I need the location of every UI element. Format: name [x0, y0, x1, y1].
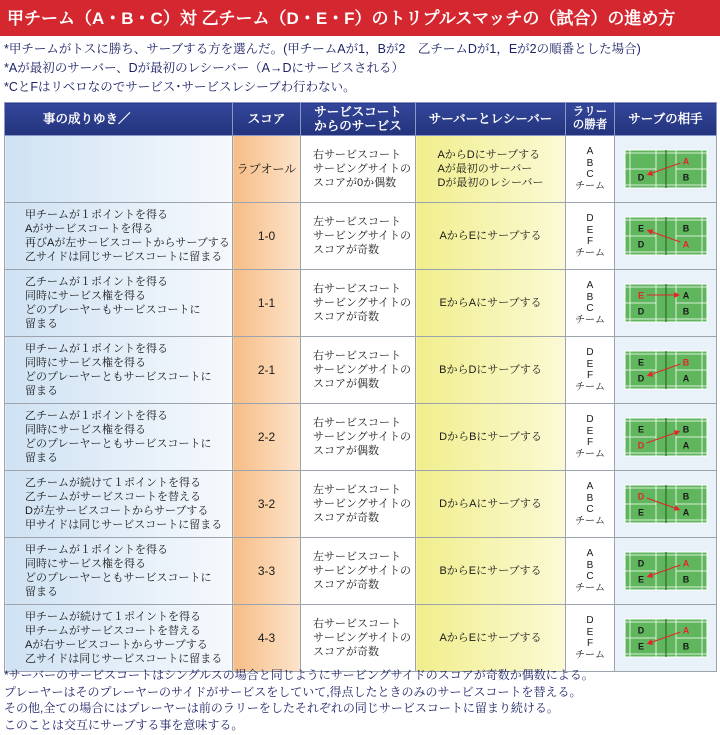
- court-diagram: [624, 149, 708, 189]
- player-marker: A: [682, 625, 689, 636]
- player-marker: B: [682, 357, 689, 368]
- service-court-line: スコアが偶数: [313, 378, 379, 390]
- server-receiver-text: [439, 229, 541, 243]
- rally-winner-line: D: [586, 213, 594, 224]
- rally-winner-cell: [566, 136, 615, 203]
- progress-line: どのプレーヤーもサービスコートに: [25, 304, 201, 316]
- header-serve-opponent: サーブの相手: [615, 103, 717, 136]
- player-marker: A: [682, 440, 689, 451]
- progress-line: どのプレーヤーともサービスコートに: [25, 572, 212, 584]
- rally-winner-line: B: [586, 291, 594, 303]
- score-cell: [233, 337, 301, 404]
- table-row: [5, 337, 717, 404]
- server-receiver-line: Dが最初のレシーバー: [437, 177, 544, 189]
- service-court-cell: [301, 605, 416, 672]
- server-receiver-text: [437, 148, 543, 190]
- court-diagram: [624, 283, 708, 323]
- rally-winner-cell: [566, 471, 615, 538]
- table-row: [5, 471, 717, 538]
- header-rally-winner-line: の勝者: [572, 119, 608, 131]
- score-value: 2-2: [257, 430, 276, 444]
- server-receiver-text: [439, 497, 542, 511]
- table-body: [5, 136, 717, 672]
- progress-line: 留まる: [25, 586, 58, 598]
- player-marker: D: [637, 491, 644, 502]
- service-court-line: 右サービスコート: [313, 149, 401, 161]
- rally-winner-line: F: [586, 437, 594, 448]
- player-marker: A: [682, 156, 689, 167]
- progress-line: 留まる: [25, 452, 58, 464]
- server-receiver-cell: [416, 404, 566, 471]
- rally-winner-cell: [566, 203, 615, 270]
- match-progression-table: [4, 102, 717, 672]
- rally-winner-line: E: [586, 358, 594, 370]
- rally-winner-cell: [566, 337, 615, 404]
- service-court-line: 左サービスコート: [313, 551, 401, 563]
- server-receiver-cell: [416, 136, 566, 203]
- serve-opponent-cell: [615, 203, 717, 270]
- rally-winner-line: A: [586, 280, 594, 291]
- service-court-line: サービングサイトの: [313, 565, 412, 577]
- rally-winner-line: C: [586, 571, 594, 582]
- progress-line: Aがサービスコートを得る: [25, 223, 154, 235]
- intro-note: *甲チームがトスに勝ち、サーブする方を選んだ。(甲チームAが1，Bが2 乙チームDが1，Eが2の順番とした場合): [4, 42, 641, 56]
- server-receiver-line: AからEにサーブする: [439, 230, 542, 242]
- rally-winner-cell: [566, 404, 615, 471]
- footer-note: *サーバーのサービスコートはシングルスの場合と同じようにサービングサイドのスコアが奇数か偶数による。: [4, 668, 594, 682]
- court-diagram: [624, 618, 708, 658]
- progress-line: Aが右サービスコートからサーブする: [25, 639, 208, 651]
- service-court-line: スコアが0か偶数: [313, 177, 397, 189]
- service-court-line: サービングサイトの: [313, 498, 412, 510]
- player-marker: A: [682, 507, 689, 518]
- progress-line: 留まる: [25, 385, 58, 397]
- rally-winner-line: E: [586, 425, 594, 437]
- player-marker: E: [637, 290, 644, 301]
- rally-winner-cell: [566, 605, 615, 672]
- server-receiver-text: [439, 363, 542, 377]
- server-receiver-text: [439, 430, 542, 444]
- service-court-cell: [301, 136, 416, 203]
- court-diagram: [624, 417, 708, 457]
- rally-winner-line: F: [586, 638, 594, 649]
- serve-opponent-cell: [615, 136, 717, 203]
- rally-winner-line: F: [586, 236, 594, 247]
- player-marker: D: [637, 558, 644, 569]
- footer-note: このことは交互にサーブする事を意味する。: [4, 717, 244, 732]
- progress-line: 甲チームがサービスコートを替える: [25, 625, 201, 637]
- rally-winner-line: B: [586, 157, 594, 169]
- service-court-line: スコアが奇数: [313, 579, 379, 591]
- server-receiver-text: [439, 296, 541, 310]
- progress-line: 乙チームが続けて１ポイントを得る: [25, 477, 201, 489]
- rally-winner-line: A: [586, 481, 594, 492]
- service-court-line: スコアが奇数: [313, 646, 379, 658]
- service-court-line: 右サービスコート: [313, 283, 401, 295]
- rally-winner-cell: [566, 270, 615, 337]
- player-marker: B: [682, 491, 689, 502]
- progress-line: 乙サイドは同じサービスコートに留まる: [25, 653, 223, 665]
- score-value: ラブオール: [236, 162, 297, 176]
- progress-line: 同時にサービス権を得る: [25, 558, 146, 570]
- service-court-line: 左サービスコート: [313, 484, 401, 496]
- server-receiver-cell: [416, 605, 566, 672]
- serve-opponent-cell: [615, 605, 717, 672]
- player-marker: E: [637, 357, 644, 368]
- player-marker: B: [682, 306, 689, 317]
- serve-opponent-cell: [615, 538, 717, 605]
- rally-winner-line: チーム: [575, 381, 605, 393]
- progress-line: 甲チームが１ポイントを得る: [25, 544, 168, 556]
- progress-cell: [5, 270, 233, 337]
- server-receiver-line: AからDにサーブする: [437, 149, 541, 161]
- progress-cell: [5, 605, 233, 672]
- rally-winner-cell: [566, 538, 615, 605]
- server-receiver-line: BからEにサーブする: [439, 565, 542, 577]
- header-server-receiver: サーバーとレシーバー: [416, 103, 566, 136]
- server-receiver-line: DからAにサーブする: [439, 498, 542, 510]
- player-marker: E: [637, 641, 644, 652]
- progress-line: 同時にサービス権を得る: [25, 290, 146, 302]
- progress-line: 乙サイドは同じサービスコートに留まる: [25, 251, 223, 263]
- progress-line: 留まる: [25, 318, 58, 330]
- progress-line: 同時にサービス権を得る: [25, 357, 146, 369]
- score-value: 1-1: [257, 296, 276, 310]
- table-row: [5, 404, 717, 471]
- rally-winner-line: B: [586, 492, 594, 504]
- service-court-cell: [301, 471, 416, 538]
- rally-winner-line: B: [586, 559, 594, 571]
- score-value: 1-0: [257, 229, 276, 243]
- rally-winner-line: D: [586, 414, 594, 425]
- footer-notes: [4, 667, 716, 733]
- player-marker: B: [682, 641, 689, 652]
- rally-winner-line: チーム: [575, 649, 605, 661]
- service-court-line: 右サービスコート: [313, 618, 401, 630]
- player-marker: B: [682, 574, 689, 585]
- player-marker: A: [682, 373, 689, 384]
- player-marker: A: [682, 239, 689, 250]
- server-receiver-text: [439, 631, 541, 645]
- score-cell: [233, 404, 301, 471]
- header-rally-winner: [566, 103, 615, 136]
- server-receiver-line: AからEにサーブする: [439, 632, 542, 644]
- score-cell: [233, 136, 301, 203]
- server-receiver-line: DからBにサーブする: [439, 431, 542, 443]
- rally-winner-line: チーム: [575, 247, 605, 259]
- header-service-court-line: からのサービス: [314, 119, 402, 133]
- player-marker: E: [637, 574, 644, 585]
- header-progress: 事の成りゆき／: [5, 103, 233, 136]
- header-score: スコア: [233, 103, 301, 136]
- progress-line: 乙チームがサービスコートを替える: [25, 491, 201, 503]
- service-court-line: 右サービスコート: [313, 350, 401, 362]
- court-diagram: [624, 216, 708, 256]
- server-receiver-text: [439, 564, 541, 578]
- service-court-cell: [301, 404, 416, 471]
- progress-cell: [5, 203, 233, 270]
- progress-line: 甲チームが１ポイントを得る: [25, 209, 168, 221]
- server-receiver-cell: [416, 471, 566, 538]
- service-court-line: サービングサイトの: [313, 632, 412, 644]
- rally-winner-line: チーム: [575, 582, 605, 594]
- progress-line: 甲サイドは同じサービスコートに留まる: [25, 519, 223, 531]
- score-value: 3-3: [257, 564, 276, 578]
- service-court-line: サービングサイトの: [313, 297, 412, 309]
- rally-winner-line: A: [586, 146, 594, 157]
- table-row: [5, 136, 717, 203]
- rally-winner-line: D: [586, 347, 594, 358]
- server-receiver-line: BからDにサーブする: [439, 364, 542, 376]
- player-marker: E: [637, 223, 644, 234]
- rally-winner-line: C: [586, 504, 594, 515]
- score-cell: [233, 538, 301, 605]
- player-marker: E: [637, 424, 644, 435]
- player-marker: B: [682, 424, 689, 435]
- player-marker: D: [637, 239, 644, 250]
- header-service-court: [301, 103, 416, 136]
- service-court-line: サービングサイトの: [313, 431, 412, 443]
- progress-line: どのプレーヤーともサービスコートに: [25, 438, 212, 450]
- rally-winner-line: チーム: [575, 180, 605, 192]
- rally-winner-line: E: [586, 626, 594, 638]
- progress-line: 甲チームが続けて１ポイントを得る: [25, 611, 201, 623]
- serve-opponent-cell: [615, 471, 717, 538]
- score-cell: [233, 270, 301, 337]
- service-court-line: サービングサイトの: [313, 230, 412, 242]
- player-marker: D: [637, 172, 644, 183]
- progress-line: 再びAが左サービスコートからサーブする: [25, 237, 230, 249]
- progress-line: 甲チームが１ポイントを得る: [25, 343, 168, 355]
- serve-opponent-cell: [615, 337, 717, 404]
- server-receiver-line: Aが最初のサーバー: [437, 163, 533, 175]
- intro-note: *CとFはリベロなのでサービス･サービスレシーブわ行わない。: [4, 80, 356, 94]
- score-cell: [233, 605, 301, 672]
- service-court-line: サービングサイトの: [313, 163, 412, 175]
- page-title: 甲チーム（A・B・C）対 乙チーム（D・E・F）のトリプルスマッチの（試合）の進め方: [7, 9, 676, 28]
- service-court-cell: [301, 203, 416, 270]
- player-marker: B: [682, 172, 689, 183]
- player-marker: D: [637, 440, 644, 451]
- server-receiver-cell: [416, 538, 566, 605]
- player-marker: A: [682, 290, 689, 301]
- footer-note: その他,全ての場合にはプレーヤーは前のラリーをしたそれぞれの同じサービスコートに留まり続ける。: [4, 701, 559, 715]
- progress-line: Dが左サービスコートからサーブする: [25, 505, 209, 517]
- rally-winner-line: F: [586, 370, 594, 381]
- player-marker: D: [637, 306, 644, 317]
- server-receiver-cell: [416, 270, 566, 337]
- table-header-row: [5, 103, 717, 136]
- player-marker: D: [637, 625, 644, 636]
- court-diagram: [624, 551, 708, 591]
- progress-line: どのプレーヤーともサービスコートに: [25, 371, 212, 383]
- header-rally-winner-line: ラリー: [572, 106, 608, 118]
- service-court-line: 右サービスコート: [313, 417, 401, 429]
- service-court-line: 左サービスコート: [313, 216, 401, 228]
- player-marker: B: [682, 223, 689, 234]
- player-marker: D: [637, 373, 644, 384]
- table-row: [5, 203, 717, 270]
- score-value: 2-1: [257, 363, 276, 377]
- title-banner: [0, 0, 720, 36]
- footer-note: プレーヤーはそのプレーヤーのサイドがサービスをしていて,得点したときのみのサービスコートを替える。: [4, 684, 582, 699]
- player-marker: E: [637, 507, 644, 518]
- service-court-line: サービングサイトの: [313, 364, 412, 376]
- court-diagram: [624, 350, 708, 390]
- intro-notes: [4, 40, 716, 97]
- service-court-line: スコアが奇数: [313, 311, 379, 323]
- progress-cell: [5, 471, 233, 538]
- service-court-cell: [301, 538, 416, 605]
- rally-winner-line: チーム: [575, 314, 605, 326]
- service-court-line: スコアが奇数: [313, 244, 379, 256]
- progress-cell: [5, 136, 233, 203]
- intro-note: *Aが最初のサーバー、Dが最初のレシーバー（A→Dにサービスされる）: [4, 61, 405, 75]
- progress-line: 乙チームが１ポイントを得る: [25, 276, 168, 288]
- progress-cell: [5, 337, 233, 404]
- service-court-cell: [301, 270, 416, 337]
- score-value: 4-3: [257, 631, 276, 645]
- server-receiver-cell: [416, 337, 566, 404]
- progress-line: 同時にサービス権を得る: [25, 424, 146, 436]
- rally-winner-line: チーム: [575, 448, 605, 460]
- player-marker: A: [682, 558, 689, 569]
- rally-winner-line: C: [586, 303, 594, 314]
- service-court-cell: [301, 337, 416, 404]
- server-receiver-cell: [416, 203, 566, 270]
- table-row: [5, 538, 717, 605]
- server-receiver-line: EからAにサーブする: [439, 297, 542, 309]
- serve-opponent-cell: [615, 404, 717, 471]
- serve-opponent-cell: [615, 270, 717, 337]
- rally-winner-line: チーム: [575, 515, 605, 527]
- service-court-line: スコアが偶数: [313, 445, 379, 457]
- score-cell: [233, 471, 301, 538]
- rally-winner-line: C: [586, 169, 594, 180]
- rally-winner-line: E: [586, 224, 594, 236]
- progress-cell: [5, 538, 233, 605]
- rally-winner-line: A: [586, 548, 594, 559]
- score-cell: [233, 203, 301, 270]
- progress-cell: [5, 404, 233, 471]
- rally-winner-line: D: [586, 615, 594, 626]
- table-row: [5, 270, 717, 337]
- header-service-court-line: サービスコート: [314, 105, 402, 119]
- table-row: [5, 605, 717, 672]
- score-value: 3-2: [257, 497, 276, 511]
- service-court-line: スコアが奇数: [313, 512, 379, 524]
- progress-line: 乙チームが１ポイントを得る: [25, 410, 168, 422]
- court-diagram: [624, 484, 708, 524]
